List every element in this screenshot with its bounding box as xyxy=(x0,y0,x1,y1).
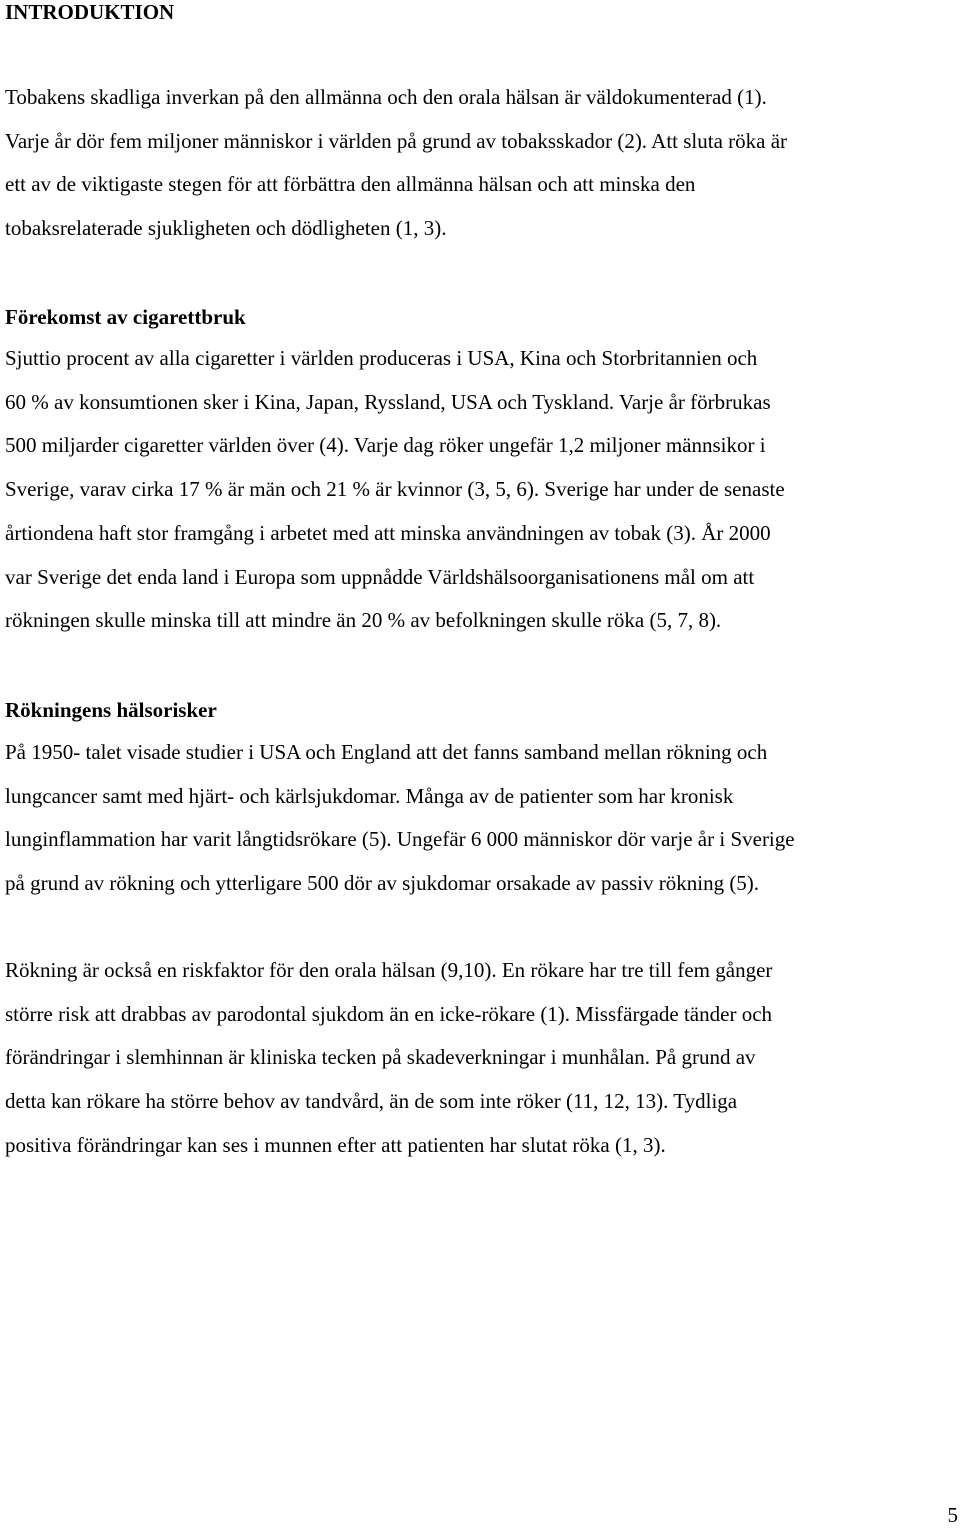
text-line: Varje år dör fem miljoner människor i världen på grund av tobaksskador (2). Att sluta röka är xyxy=(5,128,788,153)
section-heading-health-risks: Rökningens hälsorisker xyxy=(5,698,217,722)
text-line: 500 miljarder cigaretter världen över (4). Varje dag röker ungefär 1,2 miljoner männsikor i xyxy=(5,433,766,458)
text-line: lunginflammation har varit långtidsrökare (5). Ungefär 6 000 människor dör varje år i Sverige xyxy=(5,827,795,852)
section-heading-introduction: INTRODUKTION xyxy=(5,0,175,24)
text-line: Sverige, varav cirka 17 % är män och 21 % är kvinnor (3, 5, 6). Sverige har under de senaste xyxy=(5,477,785,502)
text-line: på grund av rökning och ytterligare 500 dör av sjukdomar orsakade av passiv rökning (5). xyxy=(5,871,760,896)
text-line: Sjuttio procent av alla cigaretter i världen produceras i USA, Kina och Storbritannien och xyxy=(5,346,758,370)
text-line: rökningen skulle minska till att mindre än 20 % av befolkningen skulle röka (5, 7, 8). xyxy=(5,608,722,633)
paragraph-introduction xyxy=(5,76,960,251)
text-line: positiva förändringar kan ses i munnen efter att patienten har slutat röka (1, 3). xyxy=(5,1132,666,1157)
paragraph-oral-health xyxy=(5,949,960,1168)
text-line: 60 % av konsumtionen sker i Kina, Japan, Ryssland, USA och Tyskland. Varje år förbrukas xyxy=(5,389,771,414)
page-number: 5 xyxy=(947,1503,958,1527)
text-line: På 1950- talet visade studier i USA och England att det fanns samband mellan rökning och xyxy=(5,740,768,764)
text-line: tobaksrelaterade sjukligheten och dödligheten (1, 3). xyxy=(5,216,447,241)
text-line: Tobakens skadliga inverkan på den allmänna och den orala hälsan är väldokumenterad (1). xyxy=(5,85,767,109)
text-line: ett av de viktigaste stegen för att förbättra den allmänna hälsan och att minska den xyxy=(5,172,696,197)
text-line: förändringar i slemhinnan är kliniska tecken på skadeverkningar i munhålan. På grund av xyxy=(5,1045,756,1070)
text-line: större risk att drabbas av parodontal sjukdom än en icke-rökare (1). Missfärgade tänder och xyxy=(5,1001,773,1026)
paragraph-prevalence xyxy=(5,337,960,643)
text-line: Rökning är också en riskfaktor för den orala hälsan (9,10). En rökare har tre till fem gånger xyxy=(5,958,773,982)
text-line: årtiondena haft stor framgång i arbetet med att minska användningen av tobak (3). År 2000 xyxy=(5,520,771,545)
text-line: detta kan rökare ha större behov av tandvård, än de som inte röker (11, 12, 13). Tydliga xyxy=(5,1089,738,1114)
text-line: var Sverige det enda land i Europa som uppnådde Världshälsoorganisationens mål om att xyxy=(5,564,755,589)
section-heading-prevalence: Förekomst av cigarettbruk xyxy=(5,305,246,329)
text-line: lungcancer samt med hjärt- och kärlsjukdomar. Många av de patienter som har kronisk xyxy=(5,783,734,808)
paragraph-health-risks xyxy=(5,731,960,906)
